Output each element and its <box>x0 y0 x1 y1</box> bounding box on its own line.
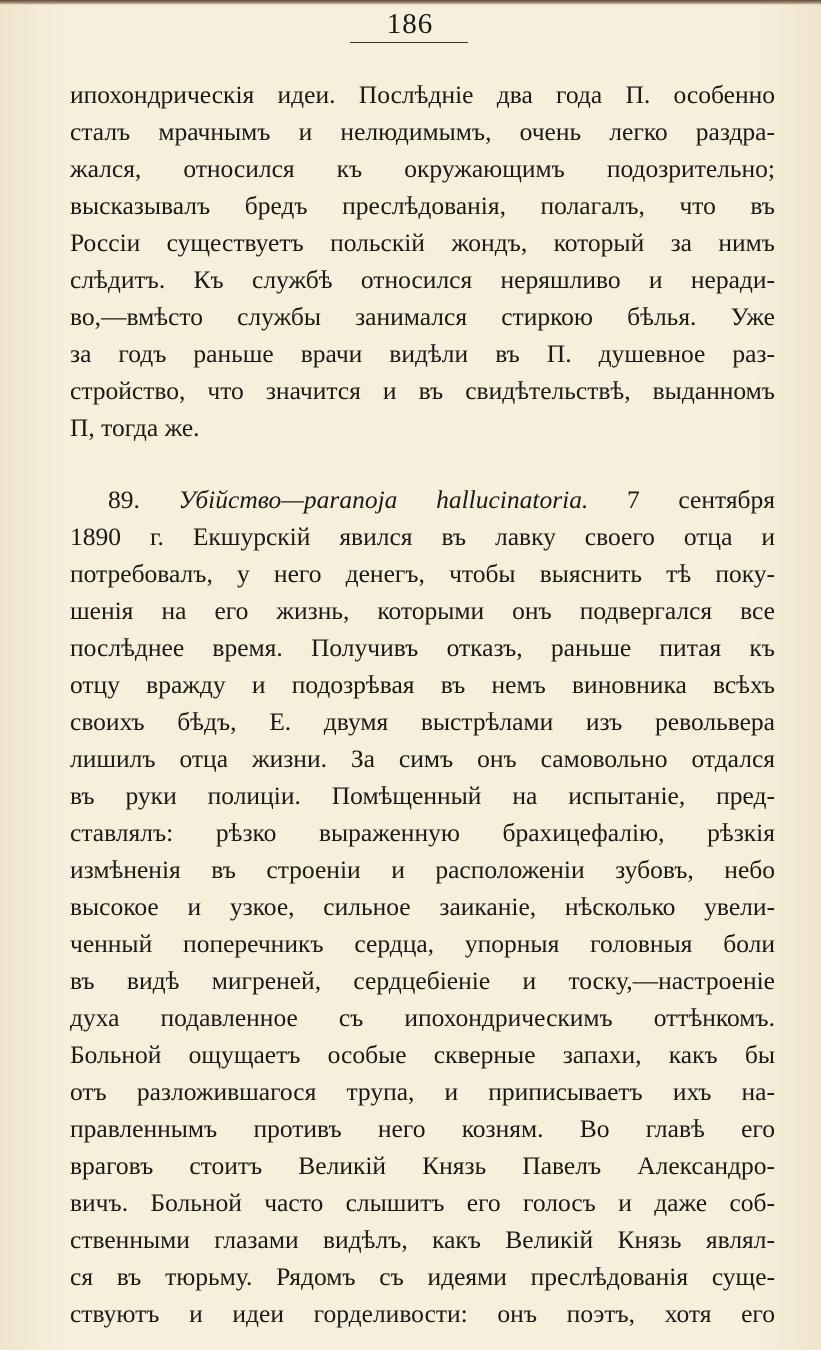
text-line: шенія на его жизнь, которыми онъ подвергался все <box>70 596 775 625</box>
text-line: своихъ бѣдъ, Е. двумя выстрѣлами изъ револьвера <box>70 707 775 736</box>
text-line: Больной ощущаетъ особые скверные запахи, какъ бы <box>70 1040 775 1069</box>
text-line: жался, относился къ окружающимъ подозрительно; <box>70 154 775 183</box>
text-line: слѣдитъ. Къ службѣ относился неряшливо и неради- <box>70 265 775 294</box>
text-line: ставлялъ: рѣзко выраженную брахицефалію, рѣзкія <box>70 818 775 847</box>
text-line: ственными глазами видѣлъ, какъ Великій Князь являл- <box>70 1225 775 1254</box>
text-line: отцу вражду и подозрѣвая въ немъ виновника всѣхъ <box>70 670 775 699</box>
text-line: отъ разложившагося трупа, и приписываетъ ихъ на- <box>70 1077 775 1106</box>
text-line: лишилъ отца жизни. За симъ онъ самовольно отдался <box>70 744 775 773</box>
text-line: высокое и узкое, сильное заиканіе, нѣсколько увели- <box>70 892 775 921</box>
text-line: измѣненія въ строеніи и расположеніи зубовъ, небо <box>70 855 775 884</box>
text-line: въ руки полиціи. Помѣщенный на испытаніе, пред- <box>70 781 775 810</box>
text-line: вичъ. Больной часто слышитъ его голосъ и даже соб- <box>70 1188 775 1217</box>
case-number: 89. <box>108 485 140 514</box>
page-number: 186 <box>386 8 434 40</box>
text-line: за годъ раньше врачи видѣли въ П. душевное раз- <box>70 339 775 368</box>
text-line: ипохондрическія идеи. Послѣдніе два года П. особенно <box>70 80 775 109</box>
header-rule <box>350 42 468 43</box>
text-line: послѣднее время. Получивъ отказъ, раньше питая къ <box>70 633 775 662</box>
page-top-edge <box>0 0 821 5</box>
text-line: сталъ мрачнымъ и нелюдимымъ, очень легко раздра- <box>70 117 775 146</box>
text-line: стройство, что значится и въ свидѣтельствѣ, выданномъ <box>70 376 775 405</box>
text-line: во,—вмѣсто службы занимался стиркою бѣлья. Уже <box>70 302 775 331</box>
text-line: ствуютъ и идеи горделивости: онъ поэтъ, хотя его <box>70 1299 775 1328</box>
text-line: 1890 г. Екшурскій явился въ лавку своего отца и <box>70 522 775 551</box>
text-line: высказывалъ бредъ преслѣдованія, полагалъ, что въ <box>70 191 775 220</box>
text-line: потребовалъ, у него денегъ, чтобы выяснить тѣ поку- <box>70 559 775 588</box>
case-heading-line <box>108 483 775 517</box>
text-line: ченный поперечникъ сердца, упорныя головныя боли <box>70 929 775 958</box>
text-line: духа подавленное съ ипохондрическимъ оттѣнкомъ. <box>70 1003 775 1032</box>
text-line: ся въ тюрьму. Рядомъ съ идеями преслѣдованія суще- <box>70 1262 775 1291</box>
text-line: П, тогда же. <box>70 413 200 442</box>
text-line: враговъ стоитъ Великій Князь Павелъ Александро- <box>70 1151 775 1180</box>
text-line: правленнымъ противъ него козням. Во главѣ его <box>70 1114 775 1143</box>
case-title: Убійство—paranoja hallucinatoria. <box>178 485 589 514</box>
text-line: Россіи существуетъ польскій жондъ, который за нимъ <box>70 228 775 257</box>
case-date: 7 сентября <box>627 485 776 514</box>
text-line: въ видѣ мигреней, сердцебіеніе и тоску,—настроеніе <box>70 966 775 995</box>
